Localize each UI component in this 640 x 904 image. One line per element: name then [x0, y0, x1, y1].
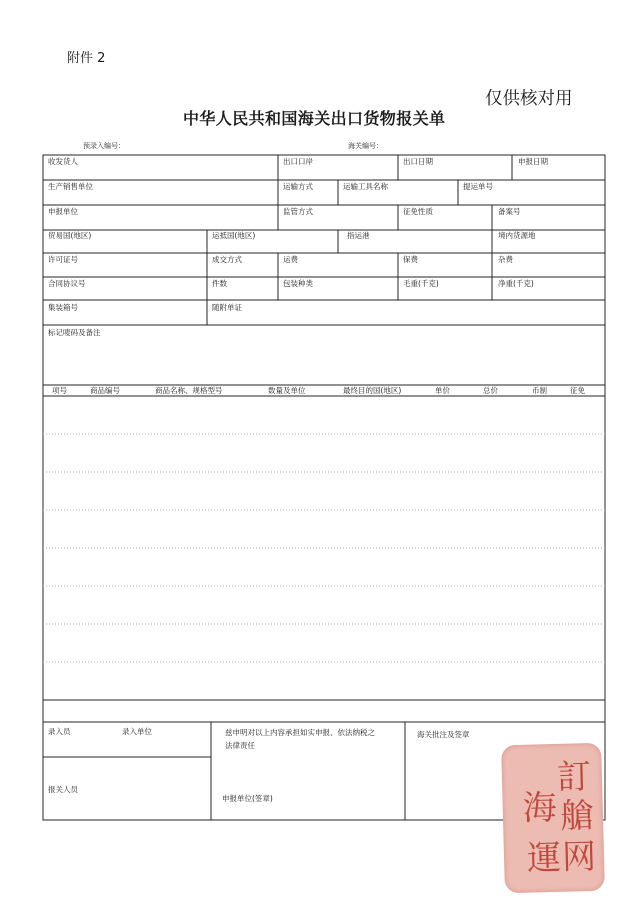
field-label-destination-country: 运抵国(地区)	[212, 231, 256, 240]
goods-col-total-price: 总价	[483, 386, 498, 395]
declarant-label: 报关人员	[48, 785, 78, 794]
field-label-port-of-destination: 指运港	[347, 231, 370, 240]
seal-character: 网	[561, 836, 597, 878]
field-label-levy-exemption-nature: 征免性质	[403, 207, 433, 216]
entry-clerk-label: 录入员	[48, 727, 71, 736]
field-label-export-port: 出口口岸	[283, 157, 313, 166]
goods-col-commodity-name-spec: 商品名称、规格型号	[155, 386, 223, 395]
field-label-package-count: 件数	[212, 279, 227, 288]
field-label-bill-of-lading-no: 提运单号	[463, 182, 493, 191]
field-label-contract-no: 合同协议号	[48, 279, 86, 288]
field-label-marks-and-remarks: 标记唛码及备注	[48, 328, 101, 337]
goods-col-commodity-code: 商品编号	[90, 386, 120, 395]
field-label-domestic-source: 境内货源地	[498, 231, 536, 240]
seal-character: 艙	[559, 795, 595, 837]
field-label-declaring-unit: 申报单位	[48, 207, 78, 216]
form-title: 中华人民共和国海关出口货物报关单	[183, 109, 446, 128]
field-label-miscellaneous-charges: 杂费	[498, 255, 513, 264]
field-label-declaration-date: 申报日期	[518, 157, 548, 166]
verification-note: 仅供核对用	[485, 89, 573, 109]
form-border	[43, 155, 605, 820]
red-seal-stamp	[501, 743, 605, 894]
goods-col-currency: 币制	[532, 386, 547, 395]
field-label-trading-country: 贸易国(地区)	[48, 231, 92, 240]
attachment-label: 附件 2	[67, 51, 106, 66]
entry-unit-label: 录入单位	[122, 727, 152, 736]
field-label-gross-weight: 毛重(千克)	[403, 279, 439, 288]
customs-remarks-label: 海关批注及签章	[417, 730, 470, 739]
field-label-container-no: 集装箱号	[48, 303, 78, 312]
goods-col-unit-price: 单价	[435, 386, 450, 395]
seal-character: 運	[526, 837, 562, 879]
goods-col-final-destination: 最终目的国(地区)	[343, 386, 402, 395]
field-label-transport-mode: 运输方式	[283, 182, 313, 191]
field-label-license-no: 许可证号	[48, 255, 78, 264]
field-label-net-weight: 净重(千克)	[498, 279, 534, 288]
field-label-package-type: 包装种类	[283, 279, 313, 288]
field-label-production-sales-unit: 生产销售单位	[48, 182, 93, 191]
field-label-insurance: 保费	[403, 255, 418, 264]
seal-character: 訂	[556, 756, 592, 798]
field-label-consignor: 收发货人	[48, 157, 78, 166]
customs-no-label: 海关编号：	[348, 142, 383, 150]
field-label-export-date: 出口日期	[403, 157, 433, 166]
goods-col-quantity-unit: 数量及单位	[268, 386, 306, 395]
field-label-supervision-mode: 监管方式	[283, 207, 313, 216]
field-label-freight: 运费	[283, 255, 298, 264]
goods-col-levy-exemption: 征免	[570, 386, 585, 395]
goods-col-item-no: 项号	[52, 386, 67, 395]
field-label-attached-documents: 随附单证	[212, 303, 242, 312]
field-label-conveyance-name: 运输工具名称	[343, 182, 388, 191]
pre-entry-no-label: 预录入编号：	[83, 142, 125, 150]
field-label-record-no: 备案号	[498, 207, 521, 216]
declaration-statement: 兹申明对以上内容承担如实申报、依法纳税之法律责任	[225, 728, 375, 750]
declaring-unit-seal-label: 申报单位(签章)	[222, 794, 273, 803]
seal-character: 海	[522, 787, 558, 829]
field-label-transaction-mode: 成交方式	[212, 255, 242, 264]
